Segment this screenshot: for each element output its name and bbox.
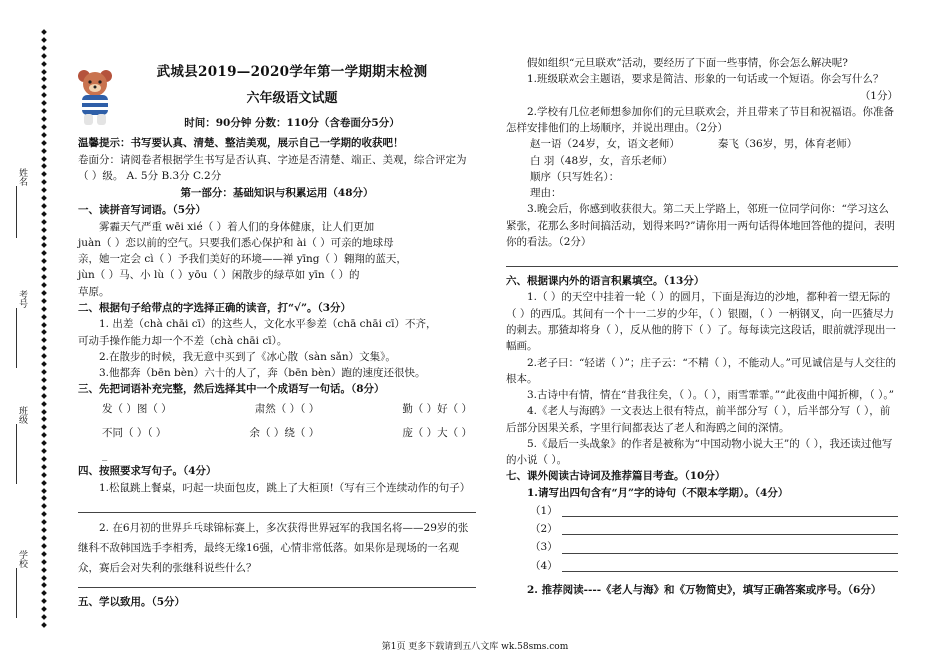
question-4-item-2: 2. 在6月初的世界乒乓球锦标赛上，多次获得世界冠军的我国名将——29岁的张继科不敌韩国选手李相秀，最终无缘16强，心情非常低落。如果你是现场的一名观众，赛后会对失利的张继科说些什么？ (78, 521, 469, 574)
diamond-icon: ◆ (41, 248, 47, 258)
diamond-icon: ◆ (41, 327, 47, 337)
diamond-icon: ◆ (41, 390, 47, 400)
exam-meta: 时间：90分钟 分数：110分（含卷面分5分） (184, 117, 400, 130)
question-1-line: jùn（ ）马、小 lù（ ）yōu（ ）闲散步的绿草如 yīn（ ）的 (78, 269, 360, 282)
diamond-icon: ◆ (41, 604, 47, 614)
exam-subtitle: 六年级语文试题 (246, 90, 338, 106)
task-1-score: （1分） (859, 89, 898, 102)
diamond-icon: ◆ (41, 580, 47, 590)
teacher-row (506, 136, 898, 152)
poem-line-number: （2） (530, 523, 558, 536)
diamond-icon: ◆ (41, 398, 47, 408)
question-2-title: 二、根据句子给带点的字选择正确的读音，打“√”。（3分） (78, 301, 352, 314)
diamond-icon: ◆ (41, 446, 47, 456)
diamond-icon: ◆ (41, 343, 47, 353)
question-1-line: juàn（ ）恋以前的空气。只要我们悉心保护和 ài（ ）可亲的地球母 (78, 236, 394, 249)
exam-number-label: 考号 (17, 290, 27, 308)
teacher-item: 赵一语（24岁，女，语文老师） (530, 138, 680, 151)
diamond-icon: ◆ (41, 113, 47, 123)
diamond-icon: ◆ (41, 351, 47, 361)
question-1-line: 草原。 (78, 285, 110, 298)
idiom-blank[interactable]: 余（ ）绕（ ） (249, 426, 320, 439)
page-footer: 第1页 更多下载请到五八文库 wk.58sms.com (381, 642, 569, 652)
diamond-icon: ◆ (41, 406, 47, 416)
diamond-icon: ◆ (41, 232, 47, 242)
question-1-title: 一、读拼音写词语。（5分） (78, 204, 207, 217)
poem-answer-line[interactable] (506, 539, 898, 555)
diamond-icon: ◆ (41, 287, 47, 297)
question-3-title: 三、先把词语补充完整，然后选择其中一个成语写一句话。（8分） (78, 383, 385, 396)
diamond-icon: ◆ (41, 161, 47, 171)
diamond-icon: ◆ (41, 185, 47, 195)
left-column (78, 62, 476, 610)
sentence-answer-mark: _ (102, 449, 108, 462)
reason-label: 理由： (530, 187, 562, 200)
diamond-icon: ◆ (41, 169, 47, 179)
idiom-blank[interactable]: 不同（ ）（ ） (102, 426, 167, 439)
diamond-icon: ◆ (41, 145, 47, 155)
diamond-icon: ◆ (41, 469, 47, 479)
bear-mascot-icon (74, 66, 118, 128)
fill-blank-item: 1.（ ）的天空中挂着一轮（ ）的圆月，下面是海边的沙地，都种着一望无际的（ ）的西瓜。其间有一个十一二岁的少年，（ ）银圈，（ ）一柄钢叉，向一匹猹尽力的刺去。那猹却将身（ ），反从他的胯下（ ）了。每每读完这段话，眼前就浮现出一幅画。 (506, 291, 896, 353)
diamond-icon: ◆ (41, 596, 47, 606)
diamond-icon: ◆ (41, 272, 47, 282)
diamond-icon: ◆ (41, 42, 47, 52)
diamond-icon: ◆ (41, 572, 47, 582)
order-label: 顺序（只写姓名）： (530, 170, 620, 183)
question-5-title: 五、学以致用。（5分） (78, 595, 186, 608)
task-2: 2.学校有几位老师想参加你们的元旦联欢会，并且带来了节目和祝福语。你准备怎样安排他们的上场顺序，并说出理由。（2分） (506, 105, 895, 135)
poem-answer-line[interactable] (506, 503, 898, 519)
question-6-title: 六、根据课内外的语言积累填空。（13分） (506, 275, 705, 288)
diamond-icon: ◆ (41, 374, 47, 384)
fill-blank-item: 3.古诗中有情，情在“昔我往矣，（ ）。（ ），雨雪霏霏。”“此夜曲中闻折柳，（ ）。” (527, 389, 895, 402)
diamond-icon: ◆ (41, 121, 47, 131)
idiom-blank[interactable]: 肃然（ ）（ ） (254, 402, 320, 415)
diamond-icon: ◆ (41, 430, 47, 440)
diamond-icon: ◆ (41, 588, 47, 598)
idiom-blank[interactable]: 发（ ）图（ ） (102, 402, 172, 415)
diamond-icon: ◆ (41, 366, 47, 376)
diamond-icon: ◆ (41, 58, 47, 68)
diamond-icon: ◆ (41, 548, 47, 558)
question-2-line: 可动手操作能力却一个不差（chà chāi cī）。 (78, 334, 288, 347)
diamond-icon: ◆ (41, 335, 47, 345)
diamond-icon: ◆ (41, 256, 47, 266)
binding-diamond-border (40, 28, 48, 629)
diamond-icon: ◆ (41, 414, 47, 424)
question-1-line: 雾霾天气严重 wēi xié（ ）着人们的身体健康，让人们更加 (99, 220, 375, 233)
idiom-row (78, 425, 476, 441)
diamond-icon: ◆ (41, 153, 47, 163)
diamond-icon: ◆ (41, 359, 47, 369)
class-label: 班级 (17, 406, 27, 424)
diamond-icon: ◆ (41, 319, 47, 329)
diamond-icon: ◆ (41, 564, 47, 574)
diamond-icon: ◆ (41, 295, 47, 305)
poem-answer-line[interactable] (506, 558, 898, 574)
question-2-line: 3.他都奔（bēn bèn）六十的人了，奔（bēn bèn）跑的速度还很快。 (99, 367, 426, 380)
diamond-icon: ◆ (41, 216, 47, 226)
diamond-icon: ◆ (41, 280, 47, 289)
question-4-item-1: 1.松鼠跳上餐桌，叼起一块面包皮，跳上了大柜顶!（写有三个连续动作的句子） (99, 481, 471, 494)
poem-line-number: （1） (530, 504, 558, 517)
question-1-line: 亲，她一定会 cì（ ）予我们美好的环境——禅 yīng（ ）翱翔的蓝天， (78, 253, 407, 266)
diamond-icon: ◆ (41, 501, 47, 511)
diamond-icon: ◆ (41, 556, 47, 566)
diamond-icon: ◆ (41, 525, 47, 535)
tip-text: 温馨提示：书写要认真、清楚、整洁美观，展示自己一学期的收获吧！ (78, 137, 404, 150)
diamond-icon: ◆ (41, 98, 47, 108)
diamond-icon: ◆ (41, 224, 47, 234)
diamond-icon: ◆ (41, 34, 47, 44)
poem-line-number: （3） (530, 541, 558, 554)
diamond-icon: ◆ (41, 50, 47, 60)
diamond-icon: ◆ (41, 311, 47, 321)
question-7-sub-1: 1.请写出四句含有“月”字的诗句（不限本学期）。（4分） (527, 486, 789, 499)
question-7-sub-2: 2. 推荐阅读----《老人与海》和《万物简史》，填写正确答案或序号。（6分） (527, 583, 882, 596)
diamond-icon: ◆ (41, 533, 47, 542)
school-label: 学校 (17, 550, 27, 568)
idiom-row (78, 401, 476, 417)
fill-blank-item: 2.老子曰：“轻诺（ ）”；庄子云：“不精（ ），不能动人。”可见诚信是与人交往的根本。 (506, 356, 896, 385)
part-one-heading: 第一部分：基础知识与积累运用（48分） (180, 187, 374, 200)
fill-blank-item: 4.《老人与海鸥》一文表达上很有特点，前半部分写（ ），后半部分写（ ），前后部分因果关系，字里行间都表达了老人和海鸥之间的深情。 (506, 405, 891, 434)
diamond-icon: ◆ (41, 493, 47, 503)
diamond-icon: ◆ (41, 438, 47, 448)
right-column (506, 55, 898, 598)
idiom-blank[interactable]: 庞（ ）大（ ） (402, 426, 472, 439)
school-line (16, 568, 17, 618)
exam-number-line (16, 308, 17, 368)
diamond-icon: ◆ (41, 461, 47, 471)
question-7-title: 七、课外阅读古诗词及推荐篇目考查。（10分） (506, 470, 726, 483)
diamond-icon: ◆ (41, 27, 47, 36)
teacher-item: 秦飞（36岁，男，体育老师） (717, 138, 858, 151)
diamond-icon: ◆ (41, 208, 47, 218)
task-1: 1.班级联欢会主题语，要求是简洁、形象的一句话或一个短语。你会写什么？ (527, 73, 884, 86)
diamond-icon: ◆ (41, 137, 47, 147)
diamond-icon: ◆ (41, 177, 47, 187)
task-3: 3.晚会后，你感到收获很大。第二天上学路上，邻班一位同学问你：“学习这么紧张，花那么多时间搞活动，划得来吗?”请你用一两句话得体地回答他的提问，表明你的看法。（2分） (506, 203, 895, 248)
fill-blank-item: 5.《最后一头战象》的作者是被称为“中国动物小说大王”的（ ），我还读过他写的小说（ ）。 (506, 437, 893, 467)
diamond-icon: ◆ (41, 619, 47, 629)
idiom-blank[interactable]: 勤（ ）好（ ） (402, 402, 472, 415)
class-line (16, 424, 17, 484)
name-line (16, 186, 17, 238)
poem-line-number: （4） (530, 559, 558, 572)
neatness-score-text: 卷面分：请阅卷者根据学生书写是否认真、字迹是否清楚、端正、美观，综合评定为（ ）级。 A. 5分 B.3分 C.2分 (78, 153, 467, 182)
scenario-intro: 假如组织“元旦联欢”活动，要经历了下面一些事情，你会怎么解决呢? (527, 57, 848, 69)
diamond-icon: ◆ (41, 477, 47, 487)
diamond-icon: ◆ (41, 485, 47, 495)
diamond-icon: ◆ (41, 90, 47, 100)
diamond-icon: ◆ (41, 106, 47, 116)
diamond-icon: ◆ (41, 382, 47, 392)
diamond-icon: ◆ (41, 129, 47, 139)
diamond-icon: ◆ (41, 240, 47, 250)
answer-line[interactable] (78, 581, 476, 588)
diamond-icon: ◆ (41, 82, 47, 92)
question-2-line: 2.在散步的时候，我无意中买到了《冰心散（sàn sǎn）文集》。 (99, 350, 396, 363)
diamond-icon: ◆ (41, 264, 47, 274)
diamond-icon: ◆ (41, 193, 47, 203)
diamond-icon: ◆ (41, 612, 47, 622)
diamond-icon: ◆ (41, 509, 47, 519)
poem-answer-line[interactable] (506, 521, 898, 537)
exam-title: 武城县2019—2020学年第一学期期末检测 (156, 64, 428, 80)
question-4-title: 四、按照要求写句子。（4分） (78, 465, 217, 478)
binding-margin (0, 0, 62, 670)
diamond-icon: ◆ (41, 200, 47, 210)
diamond-icon: ◆ (41, 540, 47, 550)
diamond-icon: ◆ (41, 453, 47, 463)
diamond-icon: ◆ (41, 422, 47, 432)
question-2-line: 1. 出差（chà chāi cī）的这些人，文化水平参差（chā chāi cī）不齐， (99, 318, 437, 331)
answer-line[interactable] (78, 498, 476, 513)
diamond-icon: ◆ (41, 66, 47, 76)
answer-line[interactable] (506, 266, 898, 267)
diamond-icon: ◆ (41, 303, 47, 313)
teacher-item: 白 羽（48岁，女，音乐老师） (530, 154, 673, 167)
diamond-icon: ◆ (41, 74, 47, 84)
name-label: 姓名 (17, 168, 27, 186)
diamond-icon: ◆ (41, 517, 47, 527)
